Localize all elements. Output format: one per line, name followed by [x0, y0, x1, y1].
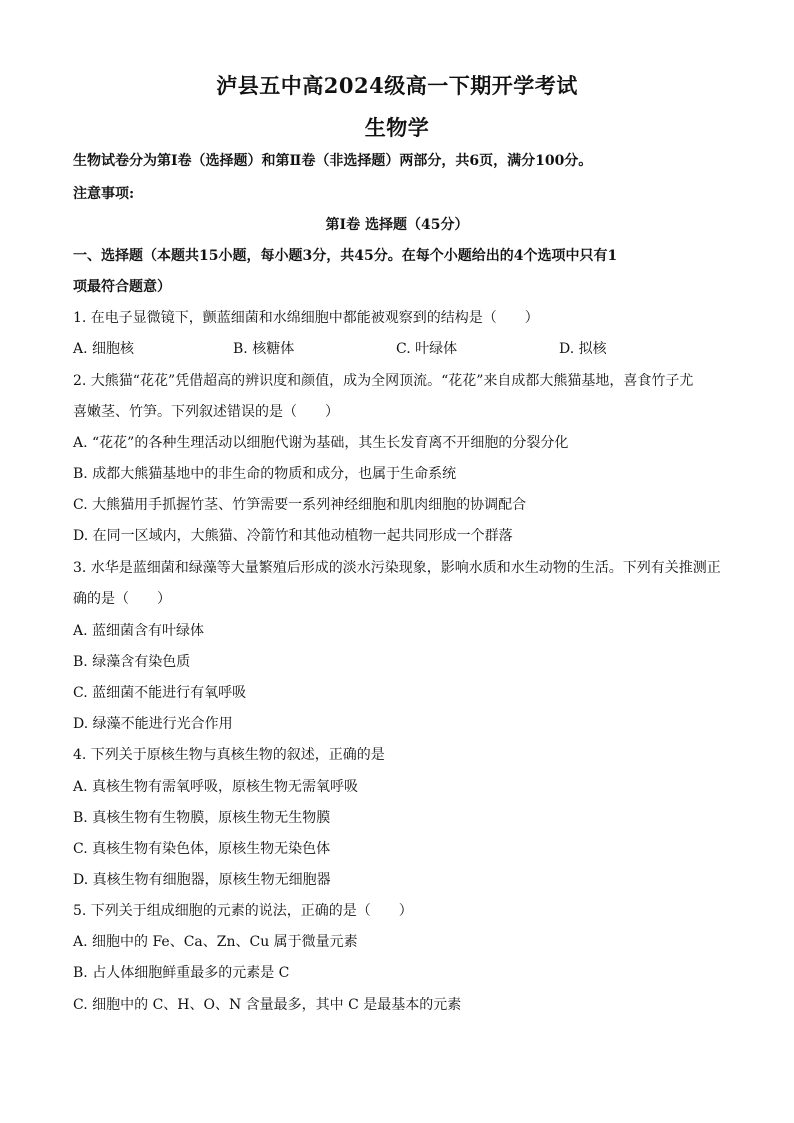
question-4-option-a: A. 真核生物有需氧呼吸，原核生物无需氧呼吸 — [73, 779, 359, 795]
question-5-option-b: B. 占人体细胞鲜重最多的元素是 C — [73, 965, 290, 981]
question-1-stem: 1. 在电子显微镜下，颤蓝细菌和水绵细胞中都能被观察到的结构是（ ） — [73, 310, 539, 326]
question-2-option-a: A. “花花”的各种生理活动以细胞代谢为基础，其生长发育离不开细胞的分裂分化 — [73, 435, 569, 451]
question-1-options — [73, 338, 713, 358]
question-2-stem-line2: 喜嫩茎、竹笋。下列叙述错误的是（ ） — [73, 404, 339, 420]
question-5-stem: 5. 下列关于组成细胞的元素的说法，正确的是（ ） — [73, 903, 413, 919]
question-3-stem-line1: 3. 水华是蓝细菌和绿藻等大量繁殖后形成的淡水污染现象，影响水质和水生动物的生活。下列有关推测正 — [73, 560, 721, 576]
question-1-option-d: D. 拟核 — [559, 341, 607, 357]
question-2-stem-line1: 2. 大熊猫“花花”凭借超高的辨识度和颜值，成为全网顶流。“花花”来自成都大熊猫基地，喜食竹子尤 — [73, 373, 694, 389]
question-1-option-a: A. 细胞核 — [73, 341, 135, 357]
question-3-option-b: B. 绿藻含有染色质 — [73, 654, 191, 670]
question-3-option-c: C. 蓝细菌不能进行有氧呼吸 — [73, 685, 247, 701]
section-instruction-line2: 项最符合题意） — [73, 279, 171, 295]
attention-heading: 注意事项: — [73, 186, 135, 202]
question-3-stem-line2: 确的是（ ） — [73, 591, 171, 607]
question-4-stem: 4. 下列关于原核生物与真核生物的叙述，正确的是 — [73, 747, 385, 763]
question-2-option-b: B. 成都大熊猫基地中的非生命的物质和成分，也属于生命系统 — [73, 466, 457, 482]
question-5-option-a: A. 细胞中的 Fe、Ca、Zn、Cu 属于微量元素 — [73, 934, 358, 950]
exam-title: 泸县五中高2024级高一下期开学考试 — [216, 73, 578, 98]
intro-note: 生物试卷分为第Ⅰ卷（选择题）和第Ⅱ卷（非选择题）两部分，共6页，满分100分。 — [73, 153, 593, 169]
question-4-option-b: B. 真核生物有生物膜，原核生物无生物膜 — [73, 810, 331, 826]
question-3-option-a: A. 蓝细菌含有叶绿体 — [73, 623, 205, 639]
question-1-option-b: B. 核糖体 — [233, 341, 295, 357]
question-5-option-c: C. 细胞中的 C、H、O、N 含量最多，其中 C 是最基本的元素 — [73, 997, 462, 1013]
question-3-option-d: D. 绿藻不能进行光合作用 — [73, 716, 233, 732]
question-4-option-d: D. 真核生物有细胞器，原核生物无细胞器 — [73, 872, 331, 888]
section-instruction-line1: 一、选择题（本题共15小题，每小题3分，共45分。在每个小题给出的4个选项中只有1 — [73, 248, 618, 264]
question-1-option-c: C. 叶绿体 — [396, 341, 458, 357]
question-2-option-c: C. 大熊猫用手抓握竹茎、竹笋需要一系列神经细胞和肌肉细胞的协调配合 — [73, 497, 527, 513]
question-2-option-d: D. 在同一区域内，大熊猫、冷箭竹和其他动植物一起共同形成一个群落 — [73, 528, 513, 544]
question-4-option-c: C. 真核生物有染色体，原核生物无染色体 — [73, 841, 331, 857]
subject-title: 生物学 — [364, 115, 430, 140]
section-heading: 第Ⅰ卷 选择题（45分） — [325, 217, 469, 233]
